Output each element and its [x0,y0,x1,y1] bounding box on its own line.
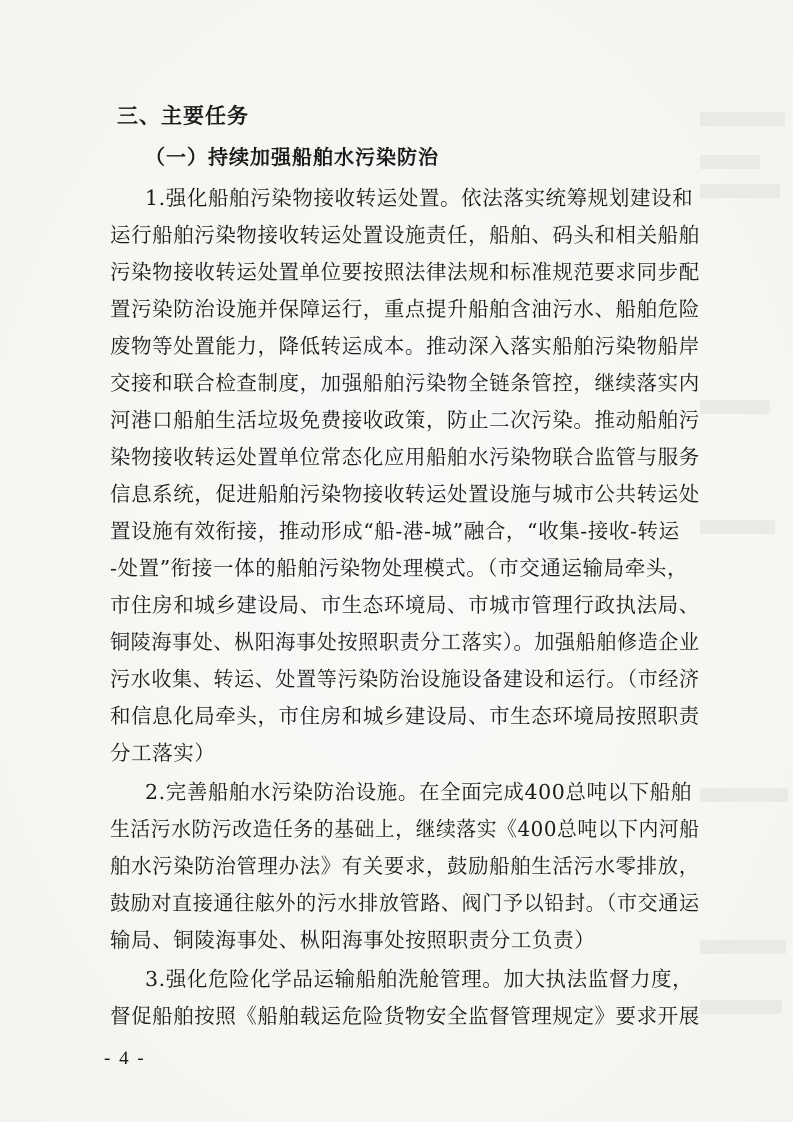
paragraph-line: 废物等处置能力，降低转运成本。推动深入落实船舶污染物船岸 [110,334,700,358]
paragraph-line: 生活污水防污改造任务的基础上，继续落实《400总吨以下内河船 [110,817,700,841]
page-number: - 4 - [104,1048,146,1069]
paragraph-line: 输局、铜陵海事处、枞阳海事处按照职责分工负责） [110,928,596,952]
paragraph-line: 1.强化船舶污染物接收转运处置。依法落实统筹规划建设和 [145,186,694,210]
paragraph-line: 河港口船舶生活垃圾免费接收政策，防止二次污染。推动船舶污 [110,408,700,432]
paragraph-line: -处置”衔接一体的船舶污染物处理模式。（市交通运输局牵头， [110,556,689,580]
subsection-heading: （一）持续加强船舶水污染防治 [145,145,439,169]
paragraph-line: 染物接收转运处置单位常态化应用船舶水污染物联合监管与服务 [110,445,700,469]
paragraph-line: 交接和联合检查制度，加强船舶污染物全链条管控，继续落实内 [110,371,700,395]
paragraph-line: 铜陵海事处、枞阳海事处按照职责分工落实）。加强船舶修造企业 [110,630,700,654]
paragraph-line: 置污染防治设施并保障运行，重点提升船舶含油污水、船舶危险 [110,297,700,321]
paragraph-line: 市住房和城乡建设局、市生态环境局、市城市管理行政执法局、 [110,593,700,617]
paragraph-line: 分工落实） [110,741,216,765]
paragraph-line: 污水收集、转运、处置等污染防治设施设备建设和运行。（市经济 [110,667,700,691]
paragraph-line: 污染物接收转运处置单位要按照法律法规和标准规范要求同步配 [110,260,700,284]
paragraph-line: 3.强化危险化学品运输船舶洗舱管理。加大执法监督力度， [145,967,694,991]
paragraph-line: 信息系统，促进船舶污染物接收转运处置设施与城市公共转运处 [110,482,700,506]
section-heading: 三、主要任务 [117,104,249,128]
paragraph-line: 置设施有效衔接，推动形成“船-港-城”融合，“收集-接收-转运 [110,519,680,543]
paragraph-line: 和信息化局牵头，市住房和城乡建设局、市生态环境局按照职责 [110,704,700,728]
paragraph-line: 舶水污染防治管理办法》有关要求，鼓励船舶生活污水零排放， [110,854,700,878]
paragraph-line: 运行船舶污染物接收转运处置设施责任，船舶、码头和相关船舶 [110,223,700,247]
paragraph-line: 鼓励对直接通往舷外的污水排放管路、阀门予以铅封。（市交通运 [110,891,700,915]
paragraph-line: 督促船舶按照《船舶载运危险货物安全监督管理规定》要求开展 [110,1004,700,1028]
paragraph-line: 2.完善船舶水污染防治设施。在全面完成400总吨以下船舶 [145,780,692,804]
